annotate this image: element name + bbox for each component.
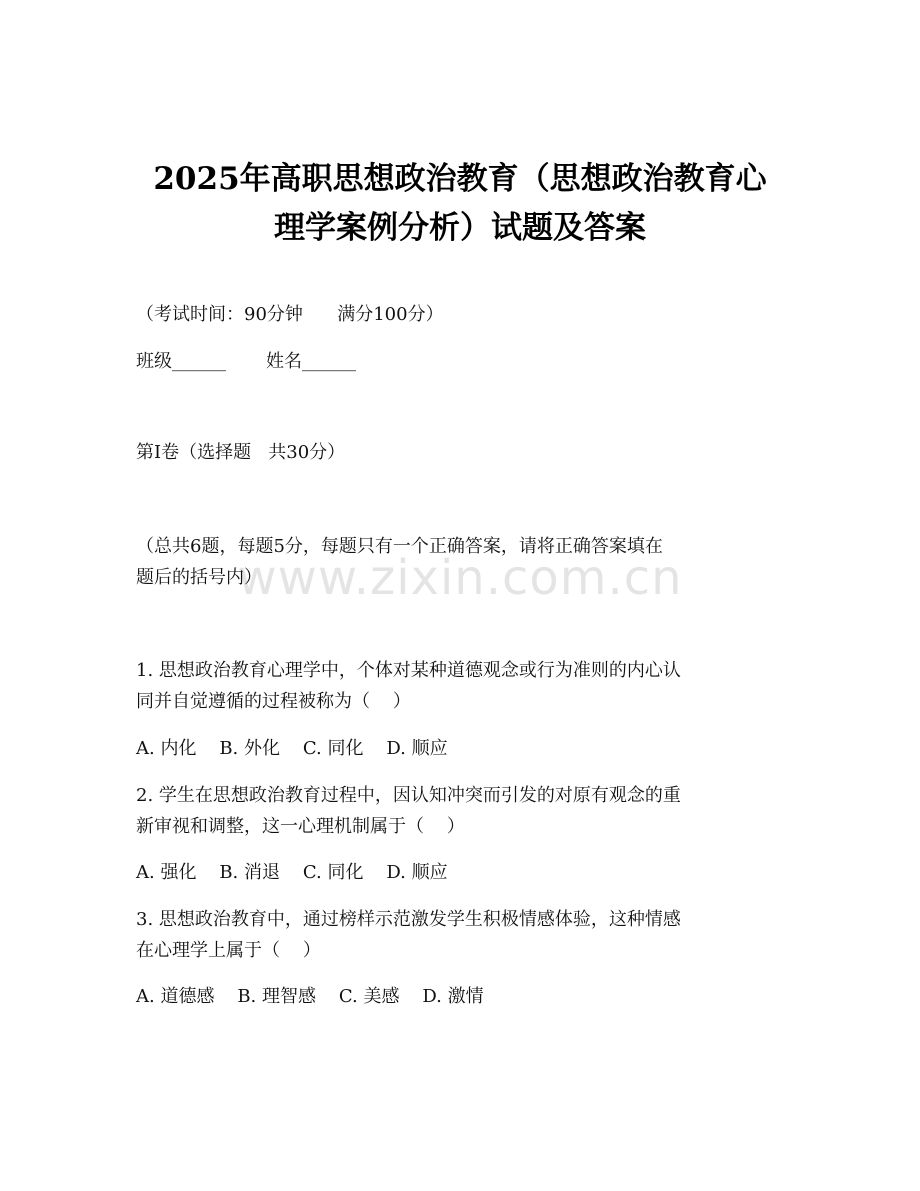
- question-3-stem-line-1: 3. 思想政治教育中，通过榜样示范激发学生积极情感体验，这种情感: [136, 909, 681, 930]
- section-title: 第I卷（选择题 共30分）: [136, 442, 346, 463]
- question-3-stem-line-2: 在心理学上属于（ ）: [136, 940, 321, 961]
- question-1-options: A. 内化 B. 外化 C. 同化 D. 顺应: [136, 738, 448, 759]
- watermark: www.zixin.com.cn: [237, 550, 683, 606]
- question-1-stem-line-1: 1. 思想政治教育心理学中，个体对某种道德观念或行为准则的内心认: [136, 660, 681, 681]
- question-2-options: A. 强化 B. 消退 C. 同化 D. 顺应: [136, 862, 448, 883]
- exam-info: （考试时间：90分钟 满分100分）: [136, 304, 444, 325]
- class-name-line: 班级______ 姓名______: [136, 351, 357, 372]
- question-1-stem-line-2: 同并自觉遵循的过程被称为（ ）: [136, 691, 411, 712]
- question-3-options: A. 道德感 B. 理智感 C. 美感 D. 激情: [136, 986, 484, 1007]
- question-2-stem-line-2: 新审视和调整，这一心理机制属于（ ）: [136, 816, 465, 837]
- instructions-line-2: 题后的括号内）: [136, 567, 262, 588]
- document-title-line-1: 2025年高职思想政治教育（思想政治教育心: [153, 161, 767, 197]
- document-title-line-2: 理学案例分析）试题及答案: [274, 210, 646, 246]
- question-2-stem-line-1: 2. 学生在思想政治教育过程中，因认知冲突而引发的对原有观念的重: [136, 785, 681, 806]
- instructions-line-1: （总共6题，每题5分，每题只有一个正确答案，请将正确答案填在: [136, 536, 663, 557]
